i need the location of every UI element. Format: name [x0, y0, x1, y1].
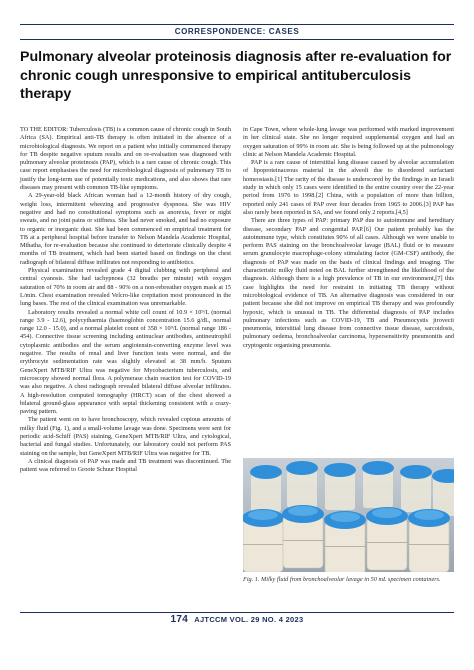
container-cap [286, 461, 318, 475]
right-column [243, 126, 454, 456]
container-mark [409, 544, 449, 545]
container-cap [362, 461, 394, 475]
container-cap-highlight [248, 510, 278, 520]
article-title: Pulmonary alveolar proteinosis diagnosis after re-evaluation for chronic cough unresponsive to empirical antituberculosis therapy [20, 49, 452, 102]
figure-photo [243, 458, 454, 572]
container-body [283, 516, 323, 568]
paragraph: Laboratory results revealed a normal white cell count of 10.9 × 10⁹/L (normal range 3.9 - 12.6), polycythaemia (haemoglobin concentration 15.6 g/dL, normal range 12.0 - 15.0), and a normal platelet count of 358 × 10⁹/L (normal range 186 - 454). Connective tissue screening including antinuclear antibodies, antineutrophil cytoplasmic antibodies and the serum angiotensin-converting enzyme level was negative. The results of renal and liver function tests were normal, and the erythrocyte sedimentation rate was slightly elevated at 38 mm/h. Sputum GeneXpert MTB/RIF Ultra was negative for Mycobacterium tuberculosis, and microscopy showed normal flora. A polymerase chain reaction test for COVID-19 was also negative. A chest radiograph revealed bilateral diffuse alveolar infiltrates. A high-resolution computed tomography (HRCT) scan of the chest showed a bilateral ground-glass appearance with septal thickening consistent with a crazy-paving pattern. [20, 308, 231, 416]
figure-caption: Fig. 1. Milky fluid from bronchoalveolar lavage in 50 mL specimen containers. [243, 576, 441, 583]
paragraph: TO THE EDITOR: Tuberculosis (TB) is a common cause of chronic cough in South Africa (SA). Empirical anti-TB therapy is often initiated in the absence of a microbiological diagnosis. We report on a patient who initially commenced therapy for TB despite negative sputum results and on re-evaluation was diagnosed with pulmonary alveolar proteinosis (PAP), which is a rare cause of chronic cough. This case report emphasises the need for microbiological diagnosis of pulmonary TB to justify the long-term use of potentially toxic medications, and also shows that rare diseases may present with common TB-like symptoms. [20, 126, 231, 192]
container-cap-highlight [372, 508, 402, 518]
container-mark [325, 546, 365, 547]
container-mark [243, 544, 283, 545]
container-mark [283, 540, 323, 541]
paragraph: The patient went on to have bronchoscopy, which revealed copious amounts of milky fluid (Fig. 1), and a small-volume lavage was done. Specimens were sent for periodic acid-Schiff (PAS) staining, GeneXpert MTB/RIF Ultra, and cytological, bacterial and fungal studies. Unfortunately, our laboratory could not perform PAS staining on the sample, but GeneXpert MTB/RIF Ultra was negative for TB. [20, 416, 231, 457]
journal-issue: AJTCCM VOL. 29 NO. 4 2023 [194, 615, 304, 624]
container-mark [367, 542, 407, 543]
specimen-containers-illustration [243, 458, 454, 572]
footer [0, 614, 474, 625]
page-number: 174 [170, 614, 189, 625]
container-cap-highlight [414, 510, 444, 520]
container-body [401, 474, 431, 512]
container-body [325, 472, 355, 510]
container-cap [324, 463, 356, 477]
container-body [243, 520, 283, 572]
paragraph: There are three types of PAP: primary PAP due to autoimmune and hereditary disease, secondary PAP and congenital PAP.[6] Our patient probably has the autoimmune type, which constitutes 90% of all cases. Although we were unable to perform PAS staining on the bronchoalveolar lavage (BAL) fluid or to measure serum granulocyte macrophage-colony stimulating factor (GM-CSF) antibody, the diagnosis of PAP was made on the basis of clinical findings and imaging. The characteristic milky fluid noted on BAL further strengthened the likelihood of the diagnosis. Although there is a high prevalence of TB in our environment,[7] this case highlights the need for restraint in initiating TB therapy without microbiological evidence of TB. An alternative diagnosis was considered in our patient because she did not improve on empirical TB therapy and was profoundly hypoxic, which is unusual in TB. The differential diagnosis of PAP includes pulmonary infections such as COVID-19, TB and Pneumocystis jirovecii pneumonia, interstitial lung disease from connective tissue disease, sarcoidosis, pulmonary oedema, bronchoalveolar carcinoma, hypersensitivity pneumonitis and cryptogenic organising pneumonia. [243, 217, 454, 349]
container-cap-highlight [330, 512, 360, 522]
container-body [363, 470, 393, 508]
container-cap [400, 465, 432, 479]
paragraph: in Cape Town, where whole-lung lavage was performed with marked improvement in her clinical state. She no longer required supplemental oxygen and had an oxygen saturation of 99% in room air. She is being followed up at the pulmonology clinic at Nelson Mandela Academic Hospital. [243, 126, 454, 158]
section-label: CORRESPONDENCE: CASES [174, 27, 300, 36]
container-cap [250, 465, 282, 479]
container-body [367, 518, 407, 570]
container-body [287, 470, 317, 508]
container-cap-highlight [288, 506, 318, 516]
section-banner [20, 24, 454, 40]
container-body [409, 520, 449, 572]
left-column [20, 126, 231, 604]
footer-rule [20, 612, 454, 613]
paragraph: Physical examination revealed grade 4 digital clubbing with peripheral and central cyanosis. She had tachypnoea (32 breaths per minute) with oxygen saturation of 70% in room air and 88 - 90% on a non-rebreather oxygen mask at 15 L/min. Chest examination revealed Velcro-like crepitation most pronounced in the lung bases. The rest of the clinical examination was unremarkable. [20, 267, 231, 308]
paragraph: A 29-year-old black African woman had a 12-month history of dry cough, weight loss, intermittent wheezing and progressive dyspnoea. She was HIV negative and had no constitutional symptoms such as anorexia, fever or night sweats, and no joint pains or stiffness. She had never smoked, and had no exposure to organic or inorganic dust. She had been commenced on empirical treatment for TB at a peripheral hospital before transfer to Nelson Mandela Academic Hospital, Mthatha, for re-evaluation because she continued to deteriorate clinically despite 4 months of TB treatment, which had been started based on findings on the chest radiograph of bilateral diffuse infiltrates not responding to antibiotics. [20, 192, 231, 266]
container-body [251, 474, 281, 512]
paragraph: A clinical diagnosis of PAP was made and TB treatment was discontinued. The patient was referred to Groote Schuur Hospital [20, 457, 231, 474]
paragraph: PAP is a rare cause of interstitial lung disease caused by alveolar accumulation of lipoproteinaceous material in the alveoli due to disordered surfactant homeostasis.[1] The rarity of the disease is underscored by the findings in an Israeli study in which only 15 cases were identified in the entire country over the 22-year period from 1976 to 1998.[2] China, with a population of more than billion, reported only 241 cases of PAP over four decades from 1965 to 2006.[3] PAP has also rarely been reported in SA, and we found only 2 reports.[4,5] [243, 159, 454, 216]
